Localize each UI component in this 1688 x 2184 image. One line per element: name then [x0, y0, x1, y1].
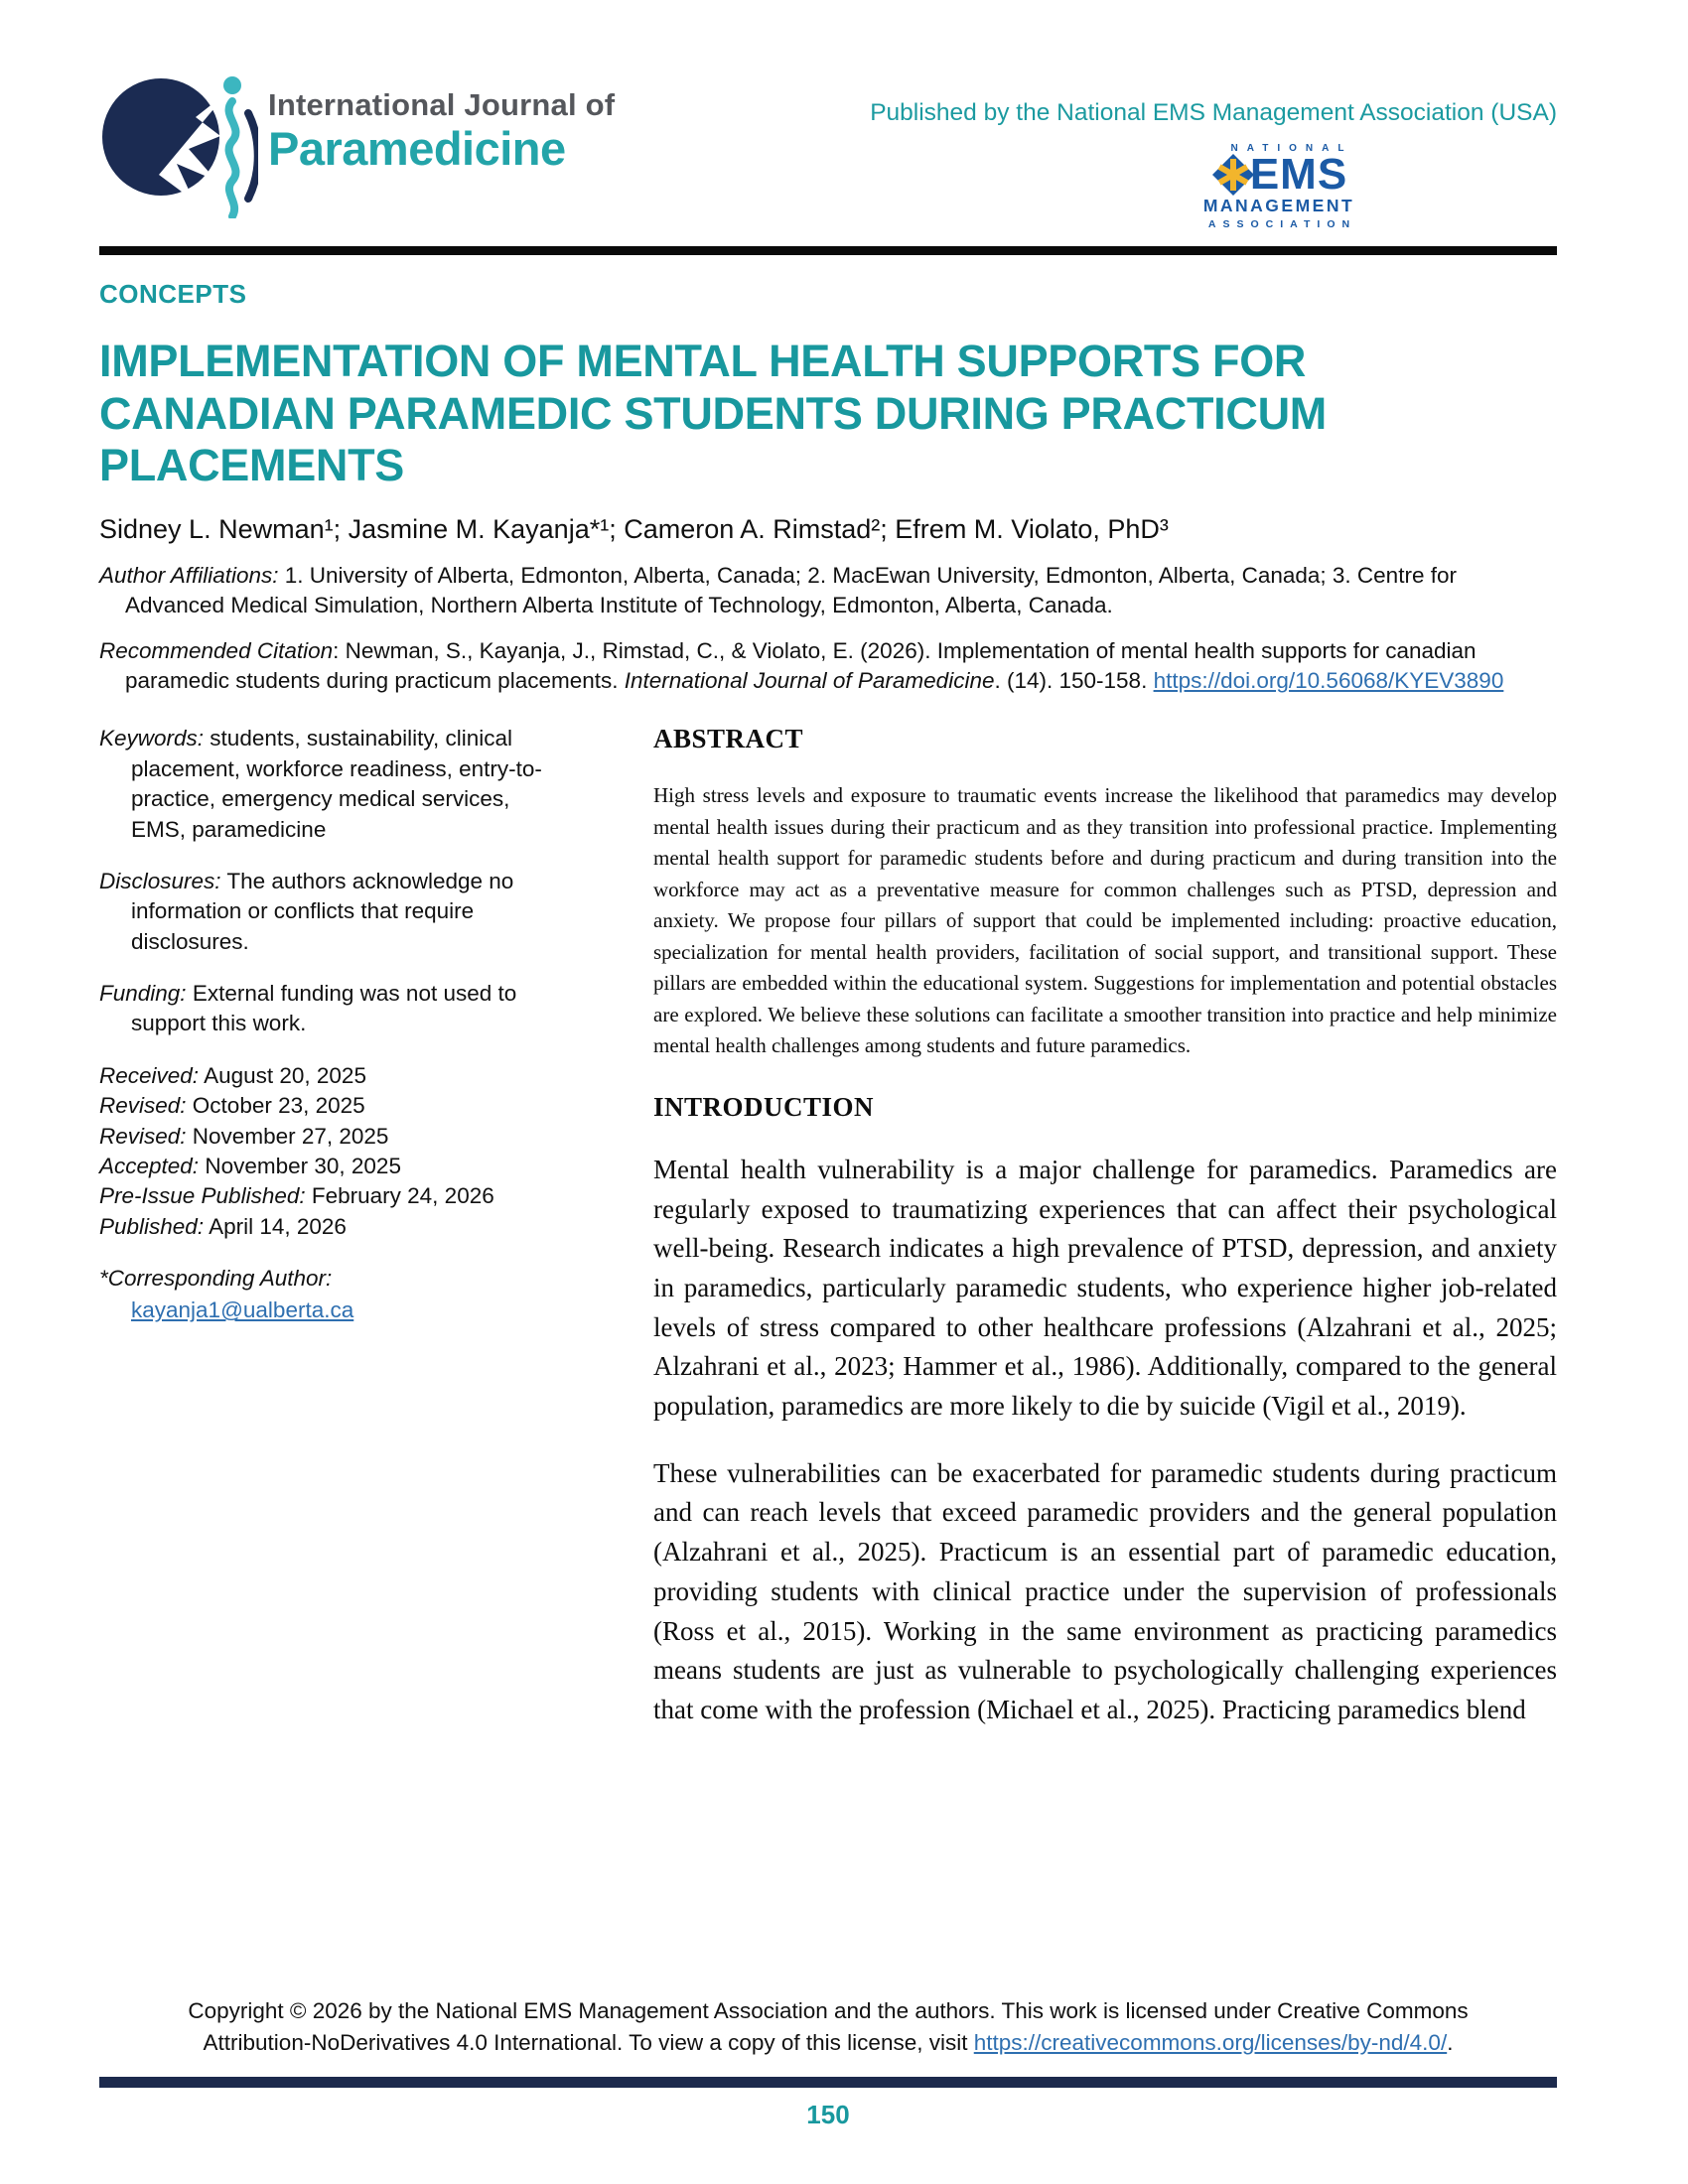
nemsma-logo-management: MANAGEMENT	[1202, 196, 1355, 215]
affiliations-label: Author Affiliations:	[99, 562, 279, 588]
page-header	[99, 52, 1557, 230]
date-revised-2-value: November 27, 2025	[186, 1123, 389, 1149]
date-received	[99, 1061, 568, 1091]
article-dates	[99, 1061, 568, 1242]
nemsma-logo	[1185, 143, 1373, 230]
date-preissue-label: Pre-Issue Published:	[99, 1183, 306, 1209]
nemsma-logo-ems: EMS	[1249, 150, 1348, 199]
article-body	[653, 724, 1557, 1729]
copyright-line2-suffix: .	[1447, 2030, 1454, 2056]
affiliations-text: 1. University of Alberta, Edmonton, Alberta, Canada; 2. MacEwan University, Edmonton, Alberta, Canada; 3. Centre for Advanced Medical Simulation, Northern Alberta Institute of Technology, Edmonton, Alberta, Canada.	[125, 562, 1457, 618]
date-revised-1-label: Revised:	[99, 1093, 187, 1119]
nemsma-logo-association: ASSOCIATION	[1207, 218, 1357, 230]
affiliations	[99, 561, 1557, 620]
license-link[interactable]: https://creativecommons.org/licenses/by-nd/4.0/	[973, 2030, 1448, 2056]
nemsma-logo-national: NATIONAL	[1230, 143, 1353, 154]
publisher-block	[870, 52, 1557, 230]
date-revised-2-label: Revised:	[99, 1123, 187, 1149]
citation-label: Recommended Citation	[99, 638, 334, 664]
introduction-paragraph-2: These vulnerabilities can be exacerbated for paramedic students during practicum and can reach levels that exceed paramedic providers and the general population (Alzahrani et al., 2025). Practicum is an essential part of paramedic education, providing students with clinical practice under the supervision of professionals (Ross et al., 2015). Working in the same environment as practicing paramedics means students are just as vulnerable to psychologically challenging experiences that come with the profession (Michael et al., 2025). Practicing paramedics blend	[653, 1457, 1557, 1724]
keywords-label: Keywords:	[99, 726, 205, 751]
section-label: CONCEPTS	[99, 279, 247, 309]
abstract-heading: ABSTRACT	[653, 724, 804, 754]
keywords	[99, 724, 568, 845]
date-accepted-value: November 30, 2025	[199, 1153, 401, 1178]
citation-text-1: : Newman, S., Kayanja, J., Rimstad, C., & Violato, E. (2026). Implementation of mental health supports for canadian paramedic students during practicum placements.	[125, 638, 1477, 694]
citation-text-2: . (14). 150-158.	[994, 668, 1154, 694]
disclosures-text: The authors acknowledge no information or conflicts that require disclosures.	[131, 868, 514, 954]
date-accepted	[99, 1152, 568, 1181]
corresponding-author-email-link[interactable]: kayanja1@ualberta.ca	[131, 1297, 354, 1323]
date-revised-1	[99, 1091, 568, 1121]
disclosures-label: Disclosures:	[99, 868, 221, 893]
disclosures	[99, 867, 568, 957]
content-columns	[99, 724, 1557, 1729]
recommended-citation	[99, 636, 1557, 696]
article-title: IMPLEMENTATION OF MENTAL HEALTH SUPPORTS FOR CANADIAN PARAMEDIC STUDENTS DURING PRACTICUM PLACEMENTS	[99, 336, 1327, 491]
nemsma-logo-mid	[1210, 152, 1347, 198]
citation-journal-name: International Journal of Paramedicine	[624, 668, 995, 694]
published-by-text: Published by the National EMS Management Association (USA)	[870, 99, 1557, 126]
article-meta-sidebar	[99, 724, 568, 1729]
corresponding-author-label: *Corresponding Author:	[99, 1266, 333, 1292]
date-received-value: August 20, 2025	[199, 1062, 366, 1088]
date-published-label: Published:	[99, 1213, 205, 1239]
author-line: Sidney L. Newman¹; Jasmine M. Kayanja*¹; Cameron A. Rimstad²; Efrem M. Violato, PhD³	[99, 513, 1169, 544]
date-received-label: Received:	[99, 1062, 200, 1088]
page-number: 150	[806, 2100, 850, 2129]
funding-label: Funding:	[99, 981, 187, 1007]
copyright-line2-prefix: Attribution-NoDerivatives 4.0 International. To view a copy of this license, visit	[203, 2030, 974, 2056]
introduction-heading: INTRODUCTION	[653, 1091, 875, 1122]
journal-name-line1: International Journal of	[268, 87, 616, 122]
footer-divider	[99, 2077, 1557, 2088]
date-preissue-value: February 24, 2026	[305, 1183, 494, 1209]
header-divider	[99, 246, 1557, 255]
journal-logo-icon	[99, 52, 258, 218]
date-published	[99, 1212, 568, 1242]
journal-name-line2: Paramedicine	[268, 121, 566, 175]
date-revised-1-value: October 23, 2025	[186, 1093, 365, 1119]
abstract-text: High stress levels and exposure to traumatic events increase the likelihood that paramedics may develop mental health issues during their practicum and as they transition into professional practice. Implementing mental health support for paramedic students before and during practicum and during transition into the workforce may act as a preventative measure for common challenges such as PTSD, depression and anxiety. We propose four pillars of support that could be implemented including: proactive education, specialization for mental health providers, facilitation of social support, and transitional support. These pillars are embedded within the educational system. Suggestions for implementation and potential obstacles are explored. We believe these solutions can facilitate a smoother transition into practice and help minimize mental health challenges among students and future paramedics.	[653, 783, 1557, 1058]
date-revised-2	[99, 1122, 568, 1152]
date-accepted-label: Accepted:	[99, 1153, 200, 1178]
funding	[99, 979, 568, 1039]
doi-link[interactable]: https://doi.org/10.56068/KYEV3890	[1153, 668, 1504, 694]
date-preissue	[99, 1181, 568, 1211]
copyright-notice	[99, 1995, 1557, 2059]
introduction-paragraph-1: Mental health vulnerability is a major challenge for paramedics. Paramedics are regularly exposed to traumatizing experiences that can affect their psychological well-being. Research indicates a high prevalence of PTSD, depression, and anxiety in paramedics, particularly paramedic students, who experience higher job-related levels of stress compared to other healthcare professions (Alzahrani et al., 2025; Alzahrani et al., 2023; Hammer et al., 1986). Additionally, compared to the general population, paramedics are more likely to die by suicide (Vigil et al., 2019).	[653, 1154, 1557, 1422]
date-published-value: April 14, 2026	[204, 1213, 347, 1239]
journal-logo	[99, 52, 615, 218]
funding-text: External funding was not used to support this work.	[131, 981, 517, 1036]
journal-logo-text	[268, 89, 615, 173]
corresponding-author	[99, 1264, 568, 1326]
keywords-text: students, sustainability, clinical placement, workforce readiness, entry-to-practice, emergency medical services, EMS, paramedicine	[131, 726, 542, 842]
copyright-line1: Copyright © 2026 by the National EMS Management Association and the authors. This work is licensed under Creative Commons	[188, 1998, 1469, 2024]
